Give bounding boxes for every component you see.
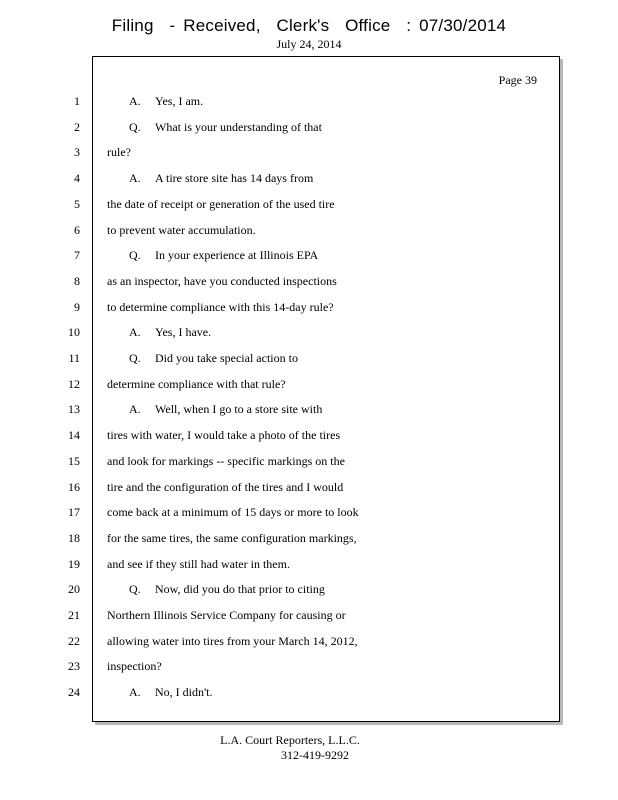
qa-marker: A. [129,402,141,416]
line-number: 6 [74,223,80,237]
transcript-line [129,685,213,700]
qa-marker: A. [129,685,141,699]
line-number: 10 [68,325,80,339]
line-text: and look for markings -- specific markings on the [107,454,345,468]
line-text: Yes, I have. [155,325,212,339]
line-number: 12 [68,377,80,391]
line-text: Well, when I go to a store site with [155,402,323,416]
qa-marker: Q. [129,582,141,596]
line-text: A tire store site has 14 days from [155,171,314,185]
transcript-line [107,659,162,674]
line-text: What is your understanding of that [155,120,322,134]
line-number: 9 [74,300,80,314]
line-text: No, I didn't. [155,685,213,699]
transcript-line [107,531,357,546]
transcript-line [107,377,286,392]
line-text: inspection? [107,659,162,673]
transcript-line [129,325,211,340]
transcript-line [107,145,131,160]
qa-marker: A. [129,171,141,185]
line-number: 24 [68,685,80,699]
transcript-line [107,480,343,495]
transcript-line [129,248,318,263]
transcript-line [107,557,290,572]
line-number: 19 [68,557,80,571]
line-text: Yes, I am. [155,94,204,108]
transcript-line [129,171,313,186]
transcript-line [107,608,346,623]
line-number: 11 [68,351,80,365]
header-date: July 24, 2014 [276,37,342,51]
page-number: Page 39 [498,73,537,87]
qa-marker: Q. [129,248,141,262]
line-text: In your experience at Illinois EPA [155,248,319,262]
line-text: for the same tires, the same configuration markings, [107,531,357,545]
line-number: 5 [74,197,80,211]
transcript-line [107,428,340,443]
transcript-line [107,454,345,469]
qa-marker: Q. [129,351,141,365]
line-number: 22 [68,634,80,648]
line-text: as an inspector, have you conducted inspections [107,274,337,288]
filing-stamp: Filing - Received, Clerk's Office : 07/30/2014 [111,16,507,35]
line-number: 21 [68,608,80,622]
line-text: the date of receipt or generation of the used tire [107,197,335,211]
line-number: 18 [68,531,80,545]
line-text: Now, did you do that prior to citing [155,582,325,596]
transcript-line [107,197,335,212]
transcript-line [107,274,337,289]
line-number: 16 [68,480,80,494]
line-number: 7 [74,248,80,262]
footer-phone: 312-419-9292 [281,748,349,762]
transcript-line [107,634,358,649]
qa-marker: A. [129,325,141,339]
line-text: tire and the configuration of the tires and I would [107,480,344,494]
transcript-line [129,94,203,109]
qa-marker: A. [129,94,141,108]
transcript-line [129,582,325,597]
line-text: allowing water into tires from your March 14, 2012, [107,634,358,648]
line-number: 20 [68,582,80,596]
line-text: come back at a minimum of 15 days or more to look [107,505,359,519]
line-number: 23 [68,659,80,673]
line-number: 2 [74,120,80,134]
line-number: 1 [74,94,80,108]
line-number: 4 [74,171,80,185]
transcript-line [129,402,322,417]
line-number: 15 [68,454,80,468]
line-number: 13 [68,402,80,416]
line-text: and see if they still had water in them. [107,557,290,571]
line-number: 17 [68,505,80,519]
footer-reporter: L.A. Court Reporters, L.L.C. [220,733,360,747]
line-text: rule? [107,145,131,159]
transcript-line [107,505,359,520]
line-text: Did you take special action to [155,351,298,365]
line-text: to prevent water accumulation. [107,223,256,237]
transcript-line [129,351,298,366]
line-text: determine compliance with that rule? [107,377,286,391]
line-number: 3 [74,145,80,159]
line-number: 8 [74,274,80,288]
qa-marker: Q. [129,120,141,134]
transcript-line [107,223,256,238]
line-text: to determine compliance with this 14-day rule? [107,300,334,314]
line-number: 14 [68,428,80,442]
transcript-line [107,300,334,315]
transcript-line [129,120,322,135]
line-text: tires with water, I would take a photo of the tires [107,428,341,442]
line-text: Northern Illinois Service Company for causing or [107,608,346,622]
